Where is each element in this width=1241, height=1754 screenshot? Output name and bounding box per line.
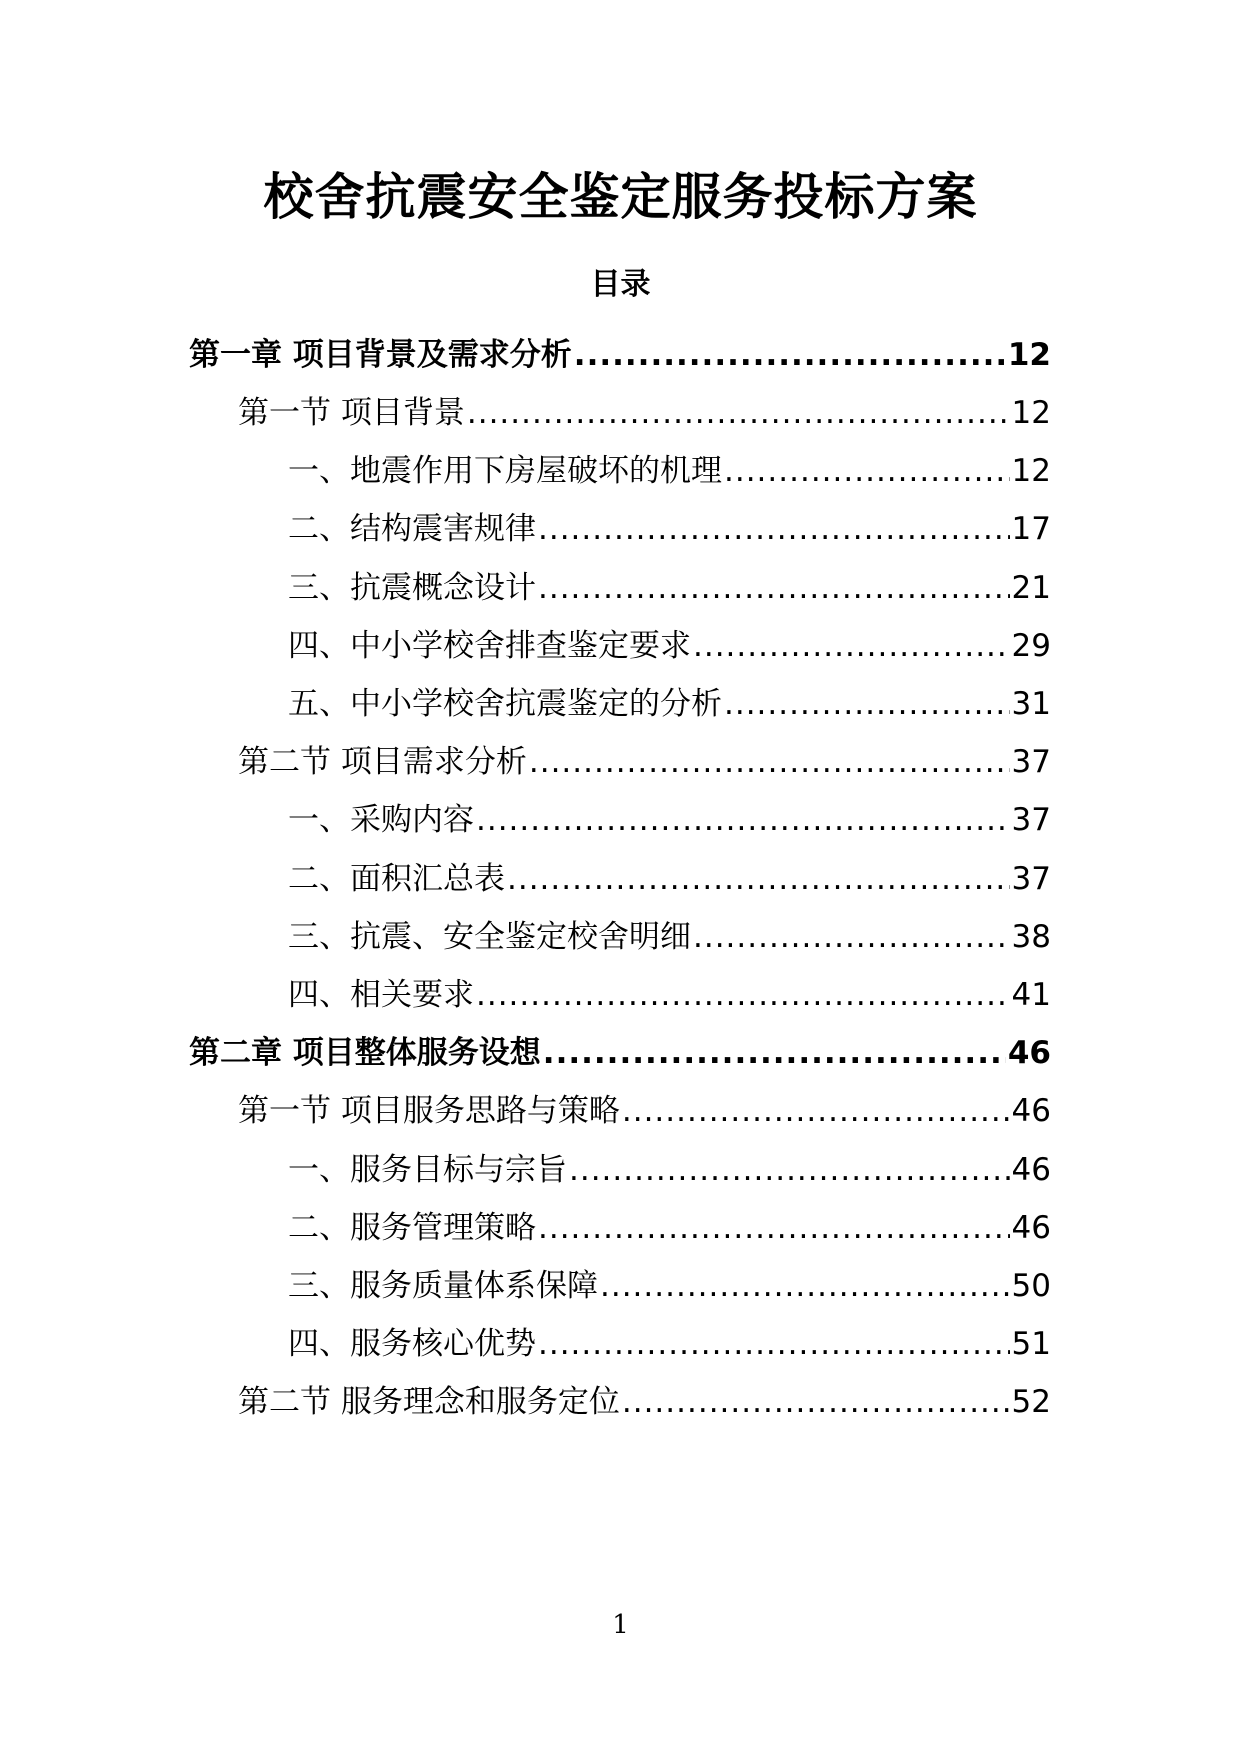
- toc-entry-label: 三、抗震、安全鉴定校舍明细: [288, 918, 691, 955]
- toc-entry[interactable]: [288, 675, 1051, 723]
- toc-entry-page: 52: [1011, 1384, 1051, 1421]
- toc-entry-page: 12: [1011, 453, 1051, 490]
- toc-entry-page: 46: [1011, 1151, 1051, 1188]
- toc-entry-label: 第一节 项目服务思路与策略: [238, 1093, 620, 1130]
- toc-entry-page: 51: [1011, 1326, 1051, 1363]
- toc-entry-label: 第一章 项目背景及需求分析: [189, 336, 572, 373]
- toc-entry-label: 一、服务目标与宗旨: [288, 1151, 567, 1188]
- toc-entry-label: 四、服务核心优势: [288, 1326, 536, 1363]
- toc-dot-leader: [507, 861, 1010, 898]
- toc-entry[interactable]: [238, 384, 1051, 432]
- toc-entry[interactable]: [288, 501, 1051, 549]
- toc-entry-page: 37: [1011, 802, 1051, 839]
- toc-entry-page: 37: [1011, 744, 1051, 781]
- toc-entry[interactable]: [288, 966, 1051, 1014]
- toc-entry[interactable]: [189, 326, 1051, 374]
- toc-entry[interactable]: [288, 908, 1051, 956]
- toc-entry-label: 二、面积汇总表: [288, 860, 505, 897]
- toc-entry-label: 四、相关要求: [288, 977, 474, 1013]
- toc-dot-leader: [538, 1326, 1010, 1363]
- toc-entry-label: 二、服务管理策略: [288, 1209, 536, 1246]
- toc-dot-leader: [569, 1152, 1010, 1189]
- toc-entry-label: 三、服务质量体系保障: [288, 1268, 598, 1304]
- toc-entry-label: 第二节 服务理念和服务定位: [238, 1384, 620, 1421]
- toc-entry-page: 38: [1011, 918, 1051, 955]
- toc-entry-label: 第一节 项目背景: [238, 395, 465, 431]
- toc-entry[interactable]: [189, 1024, 1051, 1072]
- toc-heading: 目录: [590, 267, 651, 302]
- toc-dot-leader: [693, 628, 1010, 665]
- toc-entry-page: 12: [1011, 395, 1051, 431]
- document-title: 校舍抗震安全鉴定服务投标方案: [263, 168, 978, 226]
- toc-entry-page: 21: [1011, 569, 1051, 606]
- toc-entry-label: 一、采购内容: [288, 802, 474, 839]
- toc-entry-page: 12: [1007, 336, 1051, 373]
- toc-entry[interactable]: [238, 1374, 1051, 1422]
- toc-dot-leader: [529, 744, 1010, 781]
- toc-dot-leader: [543, 1035, 1006, 1072]
- toc-entry-page: 50: [1011, 1268, 1051, 1304]
- toc-entry-page: 31: [1011, 686, 1051, 722]
- toc-dot-leader: [538, 1210, 1010, 1247]
- toc-entry-label: 二、结构震害规律: [288, 511, 536, 548]
- toc-dot-leader: [574, 337, 1006, 374]
- toc-entry[interactable]: [238, 733, 1051, 781]
- toc-entry-label: 一、地震作用下房屋破坏的机理: [288, 453, 722, 490]
- toc-entry-page: 17: [1011, 511, 1051, 548]
- toc-dot-leader: [538, 511, 1010, 548]
- toc-entry-page: 37: [1011, 860, 1051, 897]
- toc-entry[interactable]: [288, 792, 1051, 840]
- toc-dot-leader: [724, 686, 1010, 723]
- toc-entry-label: 第二章 项目整体服务设想: [189, 1035, 541, 1072]
- toc-dot-leader: [622, 1093, 1010, 1130]
- page-number: 1: [612, 1610, 629, 1640]
- toc-entry-label: 五、中小学校舍抗震鉴定的分析: [288, 686, 722, 722]
- toc-dot-leader: [476, 802, 1010, 839]
- toc-dot-leader: [724, 453, 1010, 490]
- toc-entry[interactable]: [238, 1083, 1051, 1131]
- toc-entry[interactable]: [288, 1141, 1051, 1189]
- toc-dot-leader: [600, 1268, 1010, 1305]
- toc-entry-page: 46: [1007, 1035, 1051, 1072]
- toc-entry[interactable]: [288, 442, 1051, 490]
- toc-entry[interactable]: [288, 1315, 1051, 1363]
- toc-entry-label: 三、抗震概念设计: [288, 569, 536, 606]
- toc-entry[interactable]: [288, 850, 1051, 898]
- toc-entry[interactable]: [288, 1257, 1051, 1305]
- toc-entry-page: 46: [1011, 1093, 1051, 1130]
- toc-entry-page: 46: [1011, 1209, 1051, 1246]
- toc-entry-page: 29: [1011, 627, 1051, 664]
- toc-dot-leader: [693, 919, 1010, 956]
- toc-entry-label: 第二节 项目需求分析: [238, 744, 527, 781]
- toc-entry-label: 四、中小学校舍排查鉴定要求: [288, 627, 691, 664]
- toc-entry-page: 41: [1011, 977, 1051, 1013]
- toc-dot-leader: [467, 395, 1010, 432]
- toc-entry[interactable]: [288, 1199, 1051, 1247]
- toc-entry[interactable]: [288, 617, 1051, 665]
- toc-dot-leader: [622, 1384, 1010, 1421]
- toc-entry[interactable]: [288, 559, 1051, 607]
- toc-dot-leader: [476, 977, 1010, 1014]
- toc-dot-leader: [538, 570, 1010, 607]
